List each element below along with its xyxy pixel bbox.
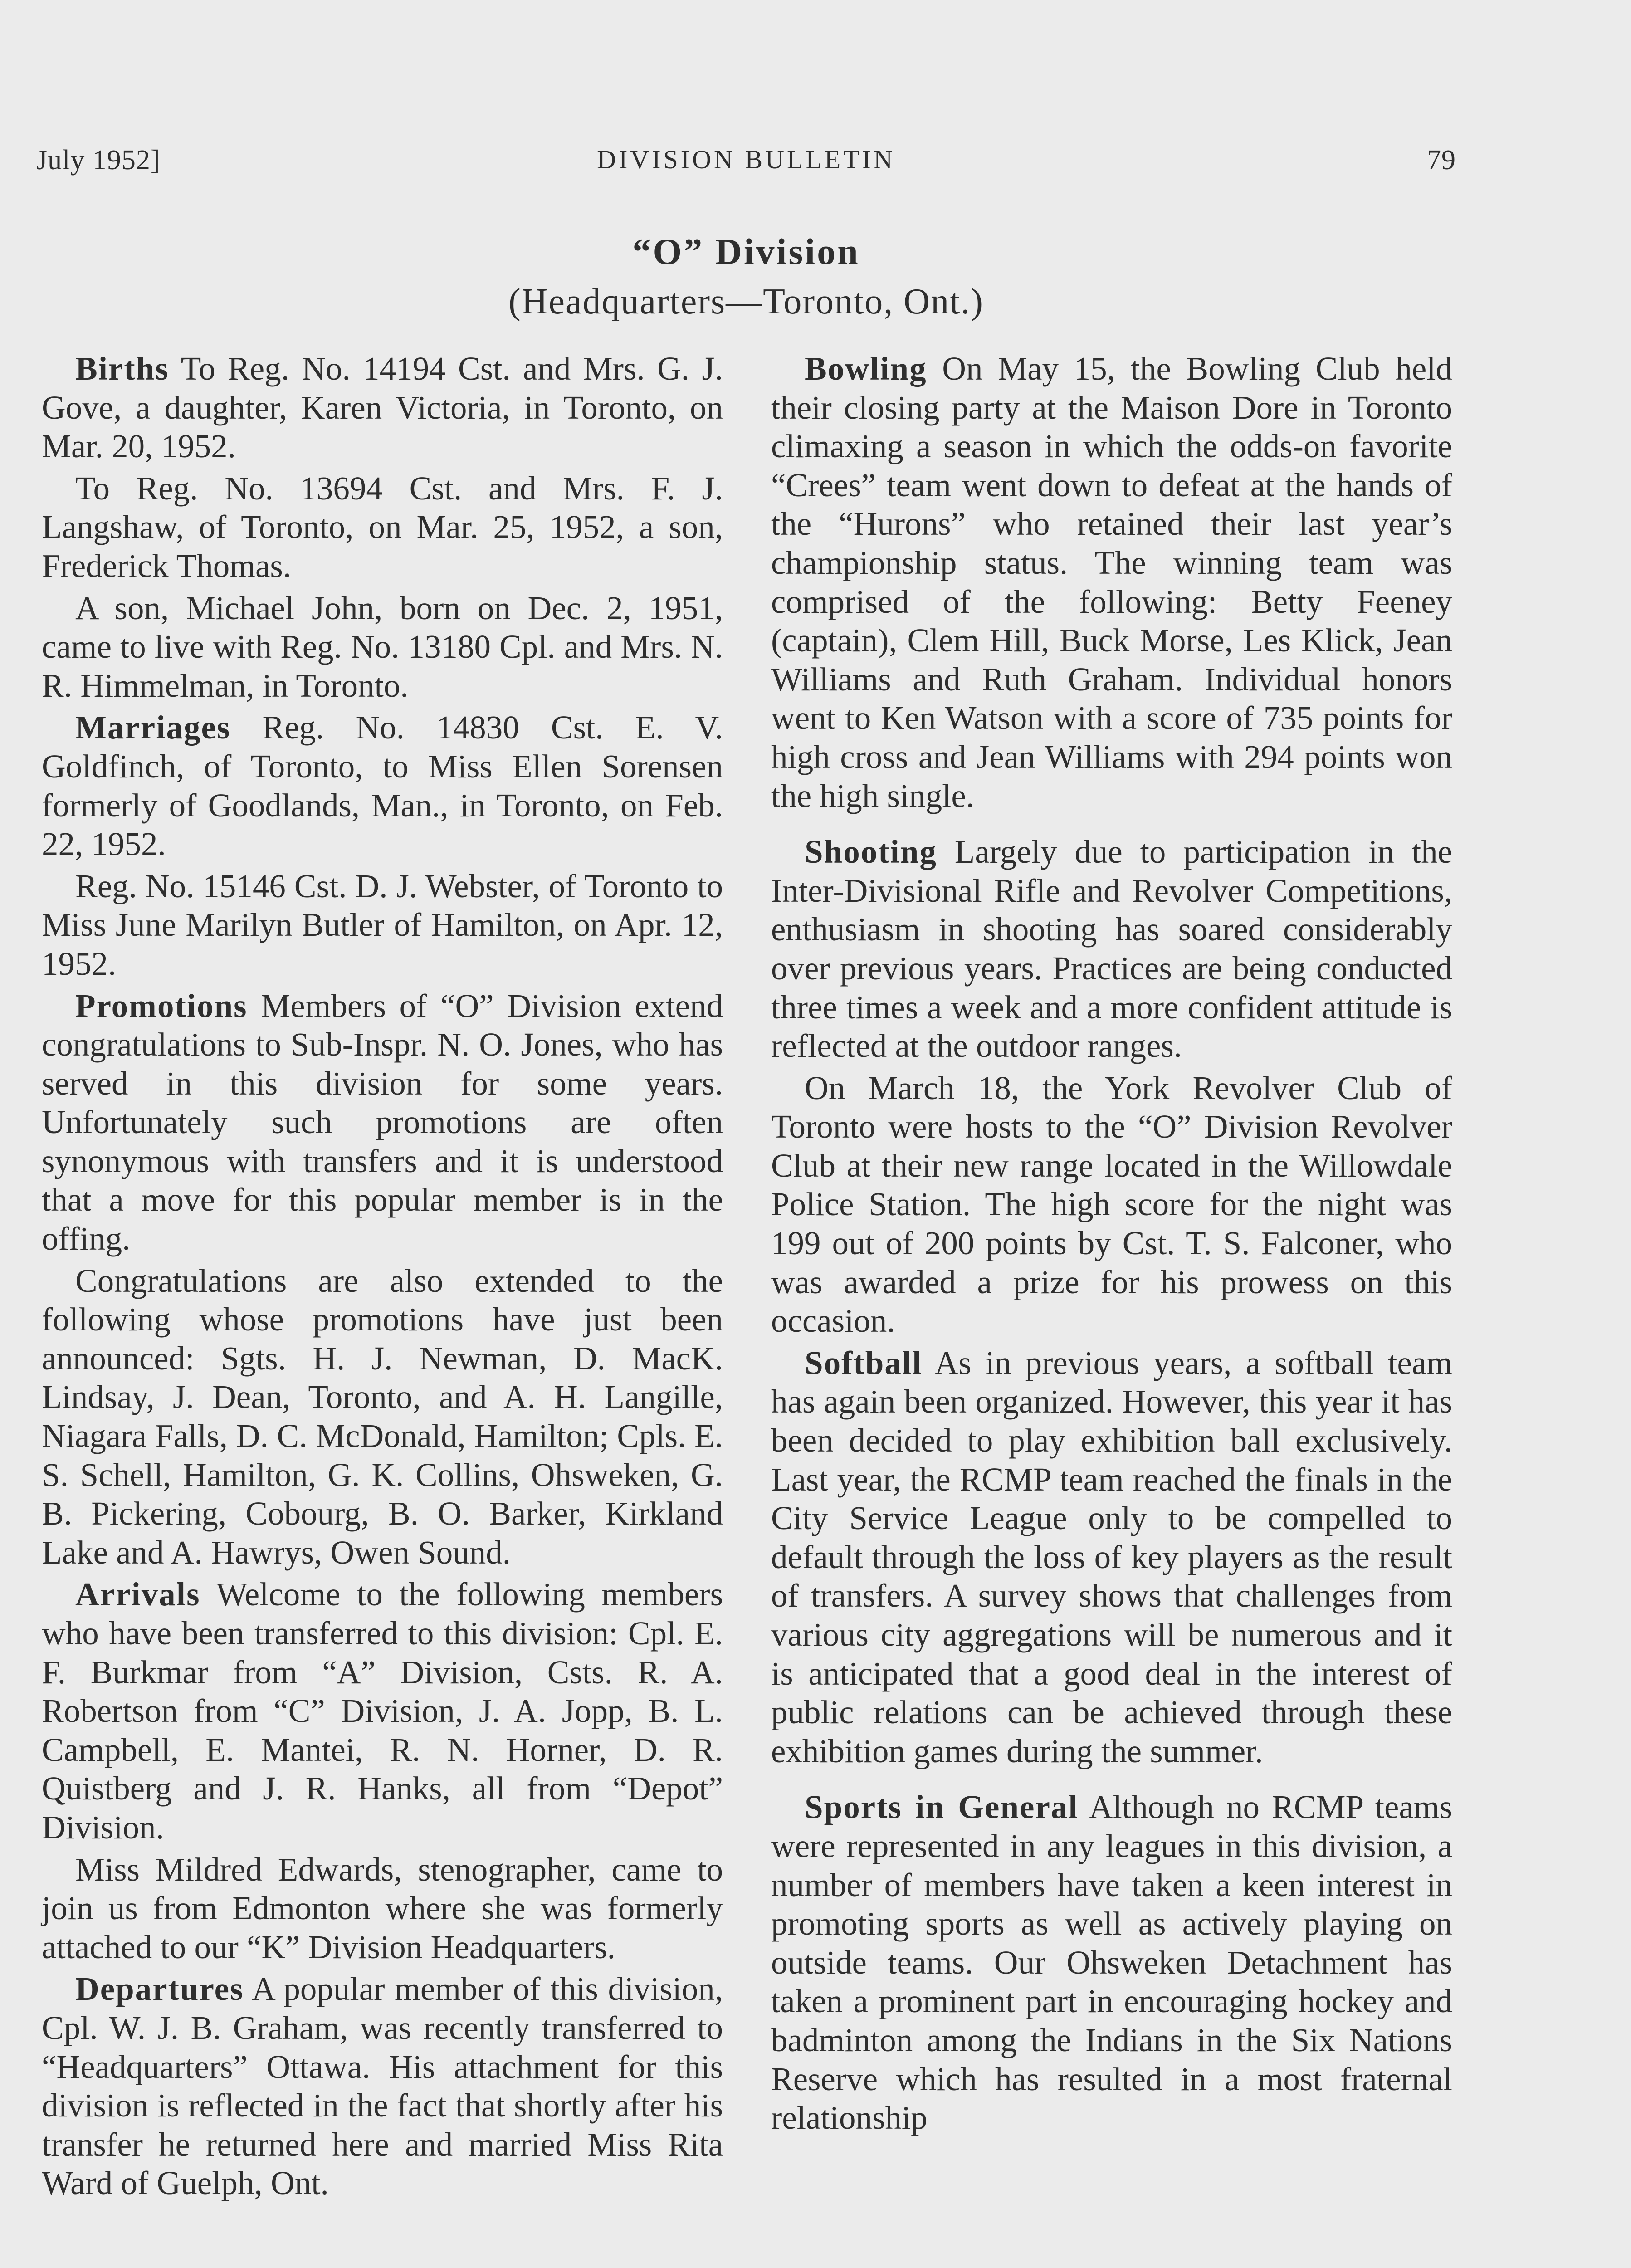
paragraph-text: Largely due to participation in the Inter-Divisional Rifle and Revolver Competitions, enthusiasm in shooting has soared considerably over previous years. Practices are being conducted three times a week and a more confident attitude is reflected at the outdoor ranges. [771, 833, 1453, 1065]
paragraph [42, 1261, 723, 1572]
paragraph-text: A son, Michael John, born on Dec. 2, 1951, came to live with Reg. No. 13180 Cpl. and Mrs. N. R. Himmelman, in Toronto. [42, 589, 723, 704]
paragraph-text: To Reg. No. 14194 Cst. and Mrs. G. J. Gove, a daughter, Karen Victoria, in Toronto, on Mar. 20, 1952. [42, 350, 723, 465]
division-title: “O” Division [632, 231, 860, 272]
paragraph-softball [771, 1344, 1452, 1771]
section-heading: Marriages [75, 709, 231, 746]
paragraph-text: Although no RCMP teams were represented in any leagues in this division, a number of members have taken a keen interest in promoting sports as well as actively playing on outside teams. Our Ohsweken Detachment has taken a prominent part in encouraging hockey and badminton among the Indians in the Six Nations Reserve which has resulted in a most fraternal relationship [771, 1789, 1452, 2136]
paragraph-bowling [771, 349, 1452, 815]
section-heading: Promotions [75, 987, 248, 1024]
paragraph-text: Reg. No. 15146 Cst. D. J. Webster, of Toronto to Miss June Marilyn Butler of Hamilton, on Apr. 12, 1952. [42, 867, 723, 982]
section-heading: Arrivals [75, 1576, 200, 1613]
division-subtitle: (Headquarters—Toronto, Ont.) [508, 282, 984, 322]
paragraph-shooting [771, 832, 1452, 1066]
paragraph-promotions [42, 987, 723, 1258]
paragraph [42, 1850, 723, 1967]
paragraph-text: To Reg. No. 13694 Cst. and Mrs. F. J. Langshaw, of Toronto, on Mar. 25, 1952, a son, Frederick Thomas. [42, 469, 723, 584]
right-column [771, 349, 1452, 2141]
section-heading: Departures [75, 1970, 244, 2008]
paragraph [42, 867, 723, 983]
paragraph-text: Congratulations are also extended to the following whose promotions have just been announced: Sgts. H. J. Newman, D. MacK. Lindsay, J. Dean, Toronto, and A. H. Langille, Niagara Falls, D. C. McDonald, Hamilton; Cpls. E. S. Schell, Hamilton, G. K. Collins, Ohsweken, G. B. Pickering, Cobourg, B. O. Barker, Kirkland Lake and A. Hawrys, Owen Sound. [42, 1262, 723, 1571]
paragraph-text: Welcome to the following members who have been transferred to this division: Cpl. E. F. Burkmar from “A” Division, Csts. R. A. Robertson from “C” Division, J. A. Jopp, B. L. Campbell, E. Mantei, R. N. Horner, D. R. Quistberg and J. R. Hanks, all from “Depot” Division. [42, 1576, 723, 1846]
paragraph-sports-in-general [771, 1788, 1452, 2137]
page-number: 79 [1427, 145, 1456, 176]
section-heading: Shooting [805, 833, 937, 870]
section-heading: Bowling [805, 350, 927, 387]
section-title-block [36, 227, 1456, 327]
running-header [36, 144, 1456, 185]
paragraph-text: A popular member of this division, Cpl. W. J. B. Graham, was recently transferred to “Headquarters” Ottawa. His attachment for this division is reflected in the fact that shortly after his transfer he returned here and married Miss Rita Ward of Guelph, Ont. [42, 1970, 723, 2202]
paragraph-arrivals [42, 1575, 723, 1847]
paragraph-departures [42, 1970, 723, 2203]
paragraph [42, 469, 723, 586]
paragraph-text: On March 18, the York Revolver Club of Toronto were hosts to the “O” Division Revolver Club at their new range located in the Willowdale Police Station. The high score for the night was 199 out of 200 points by Cst. T. S. Falconer, who was awarded a prize for his prowess on this occasion. [771, 1069, 1452, 1339]
section-heading: Births [75, 350, 169, 387]
section-heading: Softball [805, 1344, 923, 1381]
paragraph-text: Miss Mildred Edwards, stenographer, came to join us from Edmonton where she was formerly attached to our “K” Division Headquarters. [42, 1851, 723, 1965]
paragraph-text: As in previous years, a softball team has again been organized. However, this year it has been decided to play exhibition ball exclusively. Last year, the RCMP team reached the finals in the City Service League only to be compelled to default through the loss of key players as the result of transfers. A survey shows that challenges from various city aggregations will be numerous and it is anticipated that a good deal in the interest of public relations can be achieved through these exhibition games during the summer. [771, 1344, 1452, 1769]
paragraph-text: Reg. No. 14830 Cst. E. V. Goldfinch, of Toronto, to Miss Ellen Sorensen formerly of Goodlands, Man., in Toronto, on Feb. 22, 1952. [42, 709, 723, 863]
paragraph-births [42, 349, 723, 466]
section-heading: Sports in General [805, 1789, 1079, 1826]
paragraph-marriages [42, 708, 723, 863]
publication-title: DIVISION BULLETIN [597, 145, 895, 174]
paragraph-text: On May 15, the Bowling Club held their closing party at the Maison Dore in Toronto climaxing a season in which the odds-on favorite “Crees” team went down to defeat at the hands of the “Hurons” who retained their last year’s championship status. The winning team was comprised of the following: Betty Feeney (captain), Clem Hill, Buck Morse, Les Klick, Jean Williams and Ruth Graham. Individual honors went to Ken Watson with a score of 735 points for high cross and Jean Williams with 294 points won the high single. [771, 350, 1453, 814]
issue-date: July 1952] [36, 145, 161, 176]
paragraph [42, 589, 723, 705]
paragraph-text: Members of “O” Division extend congratulations to Sub-Inspr. N. O. Jones, who has served in this division for some years. Unfortunately such promotions are often synonymous with transfers and it is understood that a move for this popular member is in the offing. [42, 987, 723, 1257]
left-column [42, 349, 723, 2206]
paragraph [771, 1069, 1452, 1340]
